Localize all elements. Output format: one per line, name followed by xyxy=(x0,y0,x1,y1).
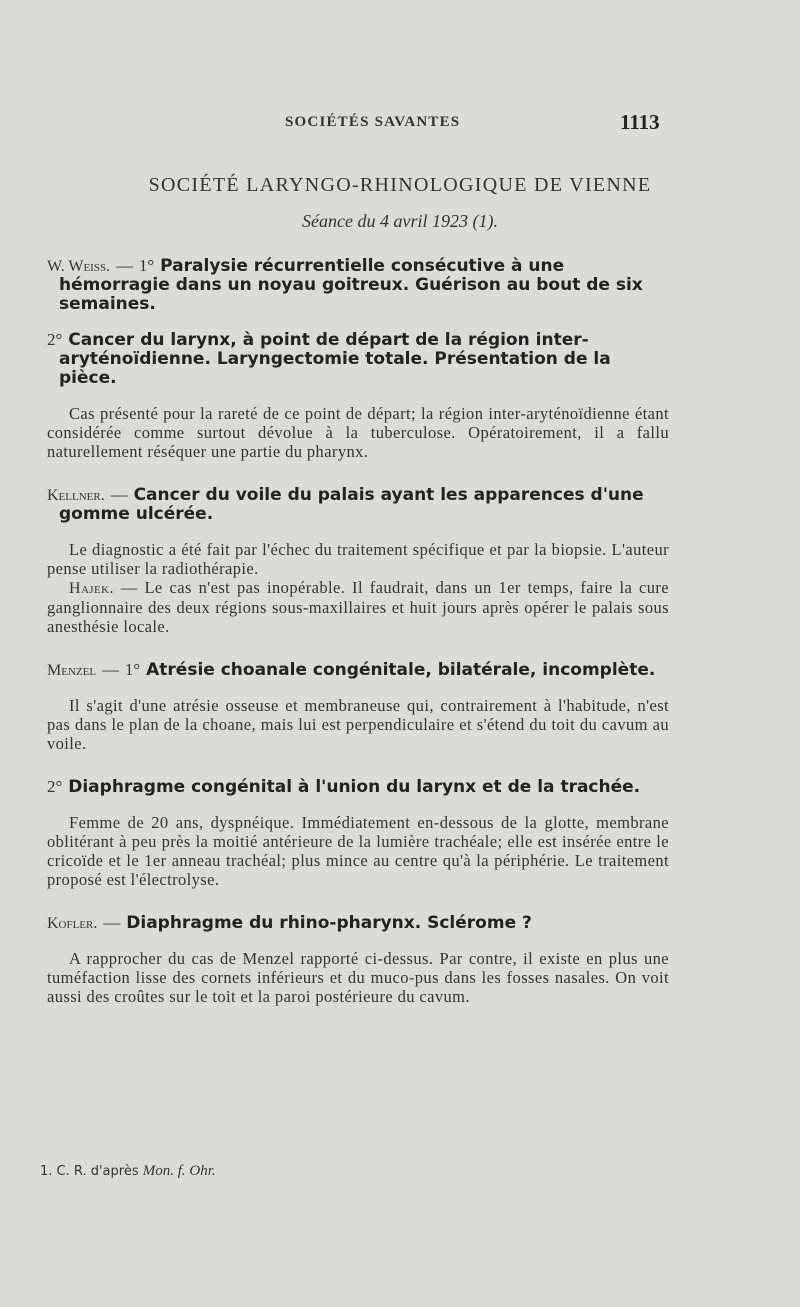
society-title: SOCIÉTÉ LARYNGO-RHINOLOGIQUE DE VIENNE xyxy=(148,174,652,196)
hajek-comment: Hajek. — Le cas n'est pas inopérable. Il faudrait, dans un 1er temps, faire la cure ganglionnaire des deux régions sous-maxillaires et huit jours après opérer le palais sous anesthésie locale. xyxy=(47,578,669,636)
menzel-title-1: Menzel — 1° Atrésie choanale congénitale, bilatérale, incomplète. xyxy=(47,660,656,680)
menzel-body-1: Il s'agit d'une atrésie osseuse et membraneuse qui, contrairement à l'habitude, n'est pas dans le plan de la choane, mais lui est perpendiculaire et s'étend du toit du cavum au voile. xyxy=(47,696,669,753)
article-body xyxy=(47,256,669,1006)
kofler-body: A rapprocher du cas de Menzel rapporté ci-dessus. Par contre, il existe en plus une tuméfaction lisse des cornets inférieurs et du muco-pus dans les fosses nasales. On voit aussi des croûtes sur le toit et la paroi postérieure du cavum. xyxy=(47,949,669,1006)
running-title: SOCIÉTÉS SAVANTES xyxy=(285,114,461,130)
kellner-body: Le diagnostic a été fait par l'échec du traitement spécifique et par la biopsie. L'auteur pense utiliser la radiothérapie. xyxy=(47,540,669,578)
author-kellner: Kellner. xyxy=(47,487,105,504)
footnote-text: C. R. d'après xyxy=(56,1164,139,1179)
author-hajek: Hajek. xyxy=(69,580,114,597)
author-menzel: Menzel xyxy=(47,662,97,679)
footnote-marker: 1. xyxy=(40,1164,53,1179)
running-header xyxy=(0,110,800,134)
author-kofler: Kofler. xyxy=(47,915,98,932)
menzel-title-2: 2° Diaphragme congénital à l'union du larynx et de la trachée. xyxy=(47,777,641,797)
page-number: 1113 xyxy=(620,110,660,134)
kellner-title: Kellner. — Cancer du voile du palais ayant les apparences d'une gomme ulcérée. xyxy=(47,485,644,524)
weiss-body: Cas présenté pour la rareté de ce point de départ; la région inter-aryténoïdienne étant considérée comme surtout dévolue à la tuberculose. Opératoirement, il a fallu naturellement réséquer une partie du pharynx. xyxy=(47,404,669,461)
kofler-title: Kofler. — Diaphragme du rhino-pharynx. Sclérome ? xyxy=(47,913,532,933)
menzel-body-2: Femme de 20 ans, dyspnéique. Immédiatement en-dessous de la glotte, membrane oblitérant à peu près la moitié antérieure de la lumière trachéale; elle est insérée entre le cricoïde et le 1er anneau trachéal; plus mince au centre qu'à la périphérie. Le traitement proposé est l'électrolyse. xyxy=(47,813,669,889)
session-date: Séance du 4 avril 1923 (1). xyxy=(302,211,498,231)
weiss-title-2: 2° Cancer du larynx, à point de départ de la région inter-aryténoïdienne. Laryngectomie totale. Présentation de la pièce. xyxy=(47,330,611,388)
author-weiss: W. Weiss. xyxy=(47,258,111,275)
weiss-title-1: W. Weiss. — 1° Paralysie récurrentielle consécutive à une hémorragie dans un noyau goitreux. Guérison au bout de six semaines. xyxy=(47,256,643,314)
footnote-source: Mon. f. Ohr. xyxy=(142,1163,216,1179)
footnote xyxy=(40,1163,216,1180)
